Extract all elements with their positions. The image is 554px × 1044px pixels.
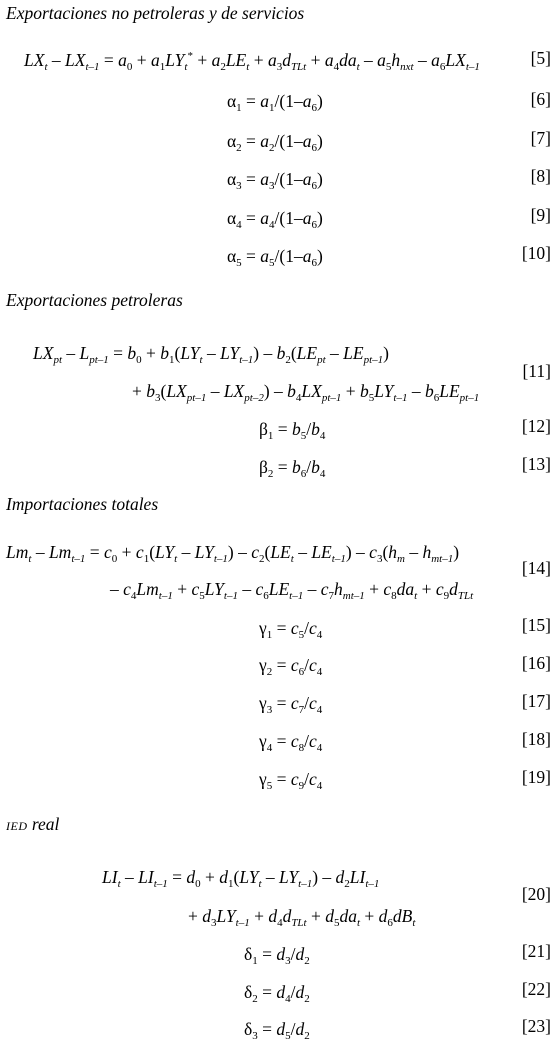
equation-23: $\delta_3 = d_5/d_2$: [244, 1019, 310, 1042]
equation-number-22: [22]: [521, 979, 551, 999]
equation-21: $\delta_1 = d_3/d_2$: [244, 944, 310, 967]
equation-14-line-1: $Lm_t - Lm_{t-1} = c_0 + c_1(LY_t - LY_{t-1}) - c_2(LE_t - LE_{t-1}) - c_3(h_m - h_{mt-1})$: [6, 542, 460, 565]
equation-number-23: [23]: [521, 1016, 551, 1036]
equation-18: $\gamma_4 = c_8/c_4$: [259, 731, 323, 754]
equation-12: $\beta_1 = b_5/b_4$: [259, 419, 326, 442]
equation-number-9: [9]: [530, 205, 551, 225]
equation-16: $\gamma_2 = c_6/c_4$: [259, 655, 323, 678]
equation-number-18: [18]: [521, 729, 551, 749]
equation-number-21: [21]: [521, 941, 551, 961]
equation-19: $\gamma_5 = c_9/c_4$: [259, 769, 323, 792]
equation-7: $\alpha_2 = a_2/(1-a_6)$: [227, 131, 323, 154]
equation-number-14: [14]: [521, 558, 551, 578]
equation-number-20: [20]: [521, 884, 551, 904]
equation-number-15: [15]: [521, 615, 551, 635]
equation-number-12: [12]: [521, 416, 551, 436]
equation-5: $LX_t - LX_{t-1} = a_0 + a_1LY_t^* + a_2LE_t + a_3d_{TLt} + a_4da_t - a_5h_{nxt} - a_6LX_{t-1}$: [24, 50, 480, 73]
equation-number-13: [13]: [521, 454, 551, 474]
section-heading-oil-exports: Exportaciones petroleras: [6, 290, 183, 310]
equation-15: $\gamma_1 = c_5/c_4$: [259, 618, 323, 641]
equation-20-line-2: + $d_3LY_{t-1} + d_4d_{TLt} + d_5da_t + d_6dB_t$: [188, 906, 416, 929]
fdi-abbreviation: IED: [6, 819, 28, 833]
equation-number-17: [17]: [521, 691, 551, 711]
equation-11-line-1: $LX_{pt} - L_{pt-1} = b_0 + b_1(LY_t - LY_{t-1}) - b_2(LE_{pt} - LE_{pt-1})$: [33, 343, 389, 366]
equation-13: $\beta_2 = b_6/b_4$: [259, 457, 326, 480]
equation-9: $\alpha_4 = a_4/(1-a_6)$: [227, 208, 323, 231]
equation-11-line-2: + $b_3(LX_{pt-1} - LX_{pt-2}) - b_4LX_{pt-1} + b_5LY_{t-1} - b_6LE_{pt-1}$: [132, 381, 480, 404]
section-heading-nonoil-exports: Exportaciones no petroleras y de servicios: [6, 3, 305, 23]
section-heading-fdi: [6, 814, 59, 835]
equation-number-11: [11]: [522, 361, 551, 381]
equation-22: $\delta_2 = d_4/d_2$: [244, 982, 310, 1005]
equation-17: $\gamma_3 = c_7/c_4$: [259, 693, 323, 716]
equation-10: $\alpha_5 = a_5/(1-a_6)$: [227, 246, 323, 269]
equation-8: $\alpha_3 = a_3/(1-a_6)$: [227, 169, 323, 192]
equation-14-line-2: – $c_4Lm_{t-1} + c_5LY_{t-1} - c_6LE_{t-1} - c_7h_{mt-1} + c_8da_t + c_9d_{TLt}$: [110, 579, 474, 602]
equation-number-5: [5]: [530, 48, 551, 68]
section-heading-total-imports: Importaciones totales: [6, 494, 159, 514]
equation-number-6: [6]: [530, 89, 551, 109]
equation-number-10: [10]: [521, 243, 551, 263]
equation-number-16: [16]: [521, 653, 551, 673]
equation-6: $\alpha_1 = a_1/(1-a_6)$: [227, 91, 323, 114]
equation-number-8: [8]: [530, 166, 551, 186]
equation-number-19: [19]: [521, 767, 551, 787]
equation-20-line-1: $LI_t - LI_{t-1} = d_0 + d_1(LY_t - LY_{t-1}) - d_2LI_{t-1}$: [102, 867, 380, 890]
fdi-word: real: [31, 814, 60, 834]
equation-number-7: [7]: [530, 128, 551, 148]
